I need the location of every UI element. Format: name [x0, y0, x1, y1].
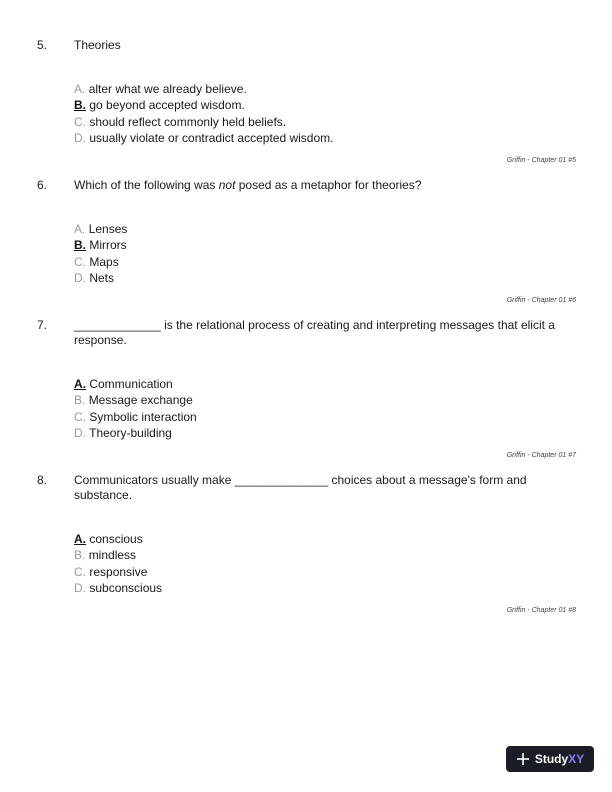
option-d	[74, 425, 554, 441]
option-d	[74, 270, 554, 286]
option-c	[74, 564, 554, 580]
question-reference: Griffin - Chapter 01 #6	[506, 297, 576, 304]
option-c	[74, 114, 554, 130]
option-letter: B.	[74, 238, 86, 253]
brand-name: StudyXY	[534, 752, 585, 766]
question-text: Theories	[74, 38, 121, 52]
option-letter: D.	[74, 130, 86, 145]
answer-options	[74, 81, 554, 146]
option-text: Mirrors	[89, 238, 127, 253]
option-text: Symbolic interaction	[89, 409, 197, 424]
option-d	[74, 130, 554, 146]
option-text: conscious	[89, 532, 143, 546]
option-text: Message exchange	[88, 393, 193, 408]
option-text: alter what we already believe.	[88, 82, 247, 96]
option-b-correct	[74, 237, 554, 253]
question-reference: Griffin - Chapter 01 #5	[506, 157, 576, 164]
question-text: Which of the following was not posed as a metaphor for theories?	[74, 178, 422, 192]
plus-icon	[516, 752, 530, 766]
option-text: usually violate or contradict accepted wisdom.	[89, 130, 334, 145]
option-text: should reflect commonly held beliefs.	[89, 114, 287, 129]
option-b	[74, 547, 554, 563]
option-letter: C.	[74, 114, 86, 129]
option-letter: A.	[74, 377, 86, 391]
option-b-correct	[74, 97, 554, 113]
answer-options	[74, 376, 554, 441]
question-number: 7.	[37, 318, 48, 332]
option-text: Maps	[89, 254, 119, 269]
option-text: Nets	[89, 270, 115, 285]
option-text: responsive	[89, 564, 148, 579]
option-b	[74, 392, 554, 408]
question-reference: Griffin - Chapter 01 #7	[506, 452, 576, 459]
option-a	[74, 81, 554, 97]
option-letter: D.	[74, 580, 86, 595]
question-number: 6.	[37, 178, 48, 192]
option-d	[74, 580, 554, 596]
question-reference: Griffin - Chapter 01 #8	[506, 607, 576, 614]
option-letter: C.	[74, 564, 86, 579]
question-text: _____________ is the relational process of creating and interpreting messages that elicit a response.	[74, 318, 555, 347]
option-letter: B.	[74, 548, 86, 563]
option-text: subconscious	[89, 580, 163, 595]
option-letter: C.	[74, 254, 86, 269]
option-letter: A.	[74, 82, 86, 96]
option-letter: D.	[74, 425, 86, 440]
option-letter: D.	[74, 270, 86, 285]
option-letter: A.	[74, 222, 86, 236]
question-number: 8.	[37, 473, 48, 487]
question-text: Communicators usually make ______________ choices about a message's form and substance.	[74, 473, 527, 502]
option-text: Theory-building	[89, 425, 172, 440]
option-c	[74, 254, 554, 270]
option-text: mindless	[88, 548, 137, 563]
option-text: Lenses	[88, 222, 128, 236]
option-letter: C.	[74, 409, 86, 424]
option-letter: B.	[74, 393, 86, 408]
question-number: 5.	[37, 38, 48, 52]
studyxy-badge[interactable]	[506, 746, 594, 772]
option-letter: B.	[74, 98, 86, 113]
option-letter: A.	[74, 532, 86, 546]
option-text: go beyond accepted wisdom.	[89, 98, 245, 113]
answer-options	[74, 221, 554, 286]
option-a-correct	[74, 376, 554, 392]
option-c	[74, 409, 554, 425]
option-a	[74, 221, 554, 237]
option-a-correct	[74, 531, 554, 547]
answer-options	[74, 531, 554, 596]
option-text: Communication	[89, 377, 173, 391]
